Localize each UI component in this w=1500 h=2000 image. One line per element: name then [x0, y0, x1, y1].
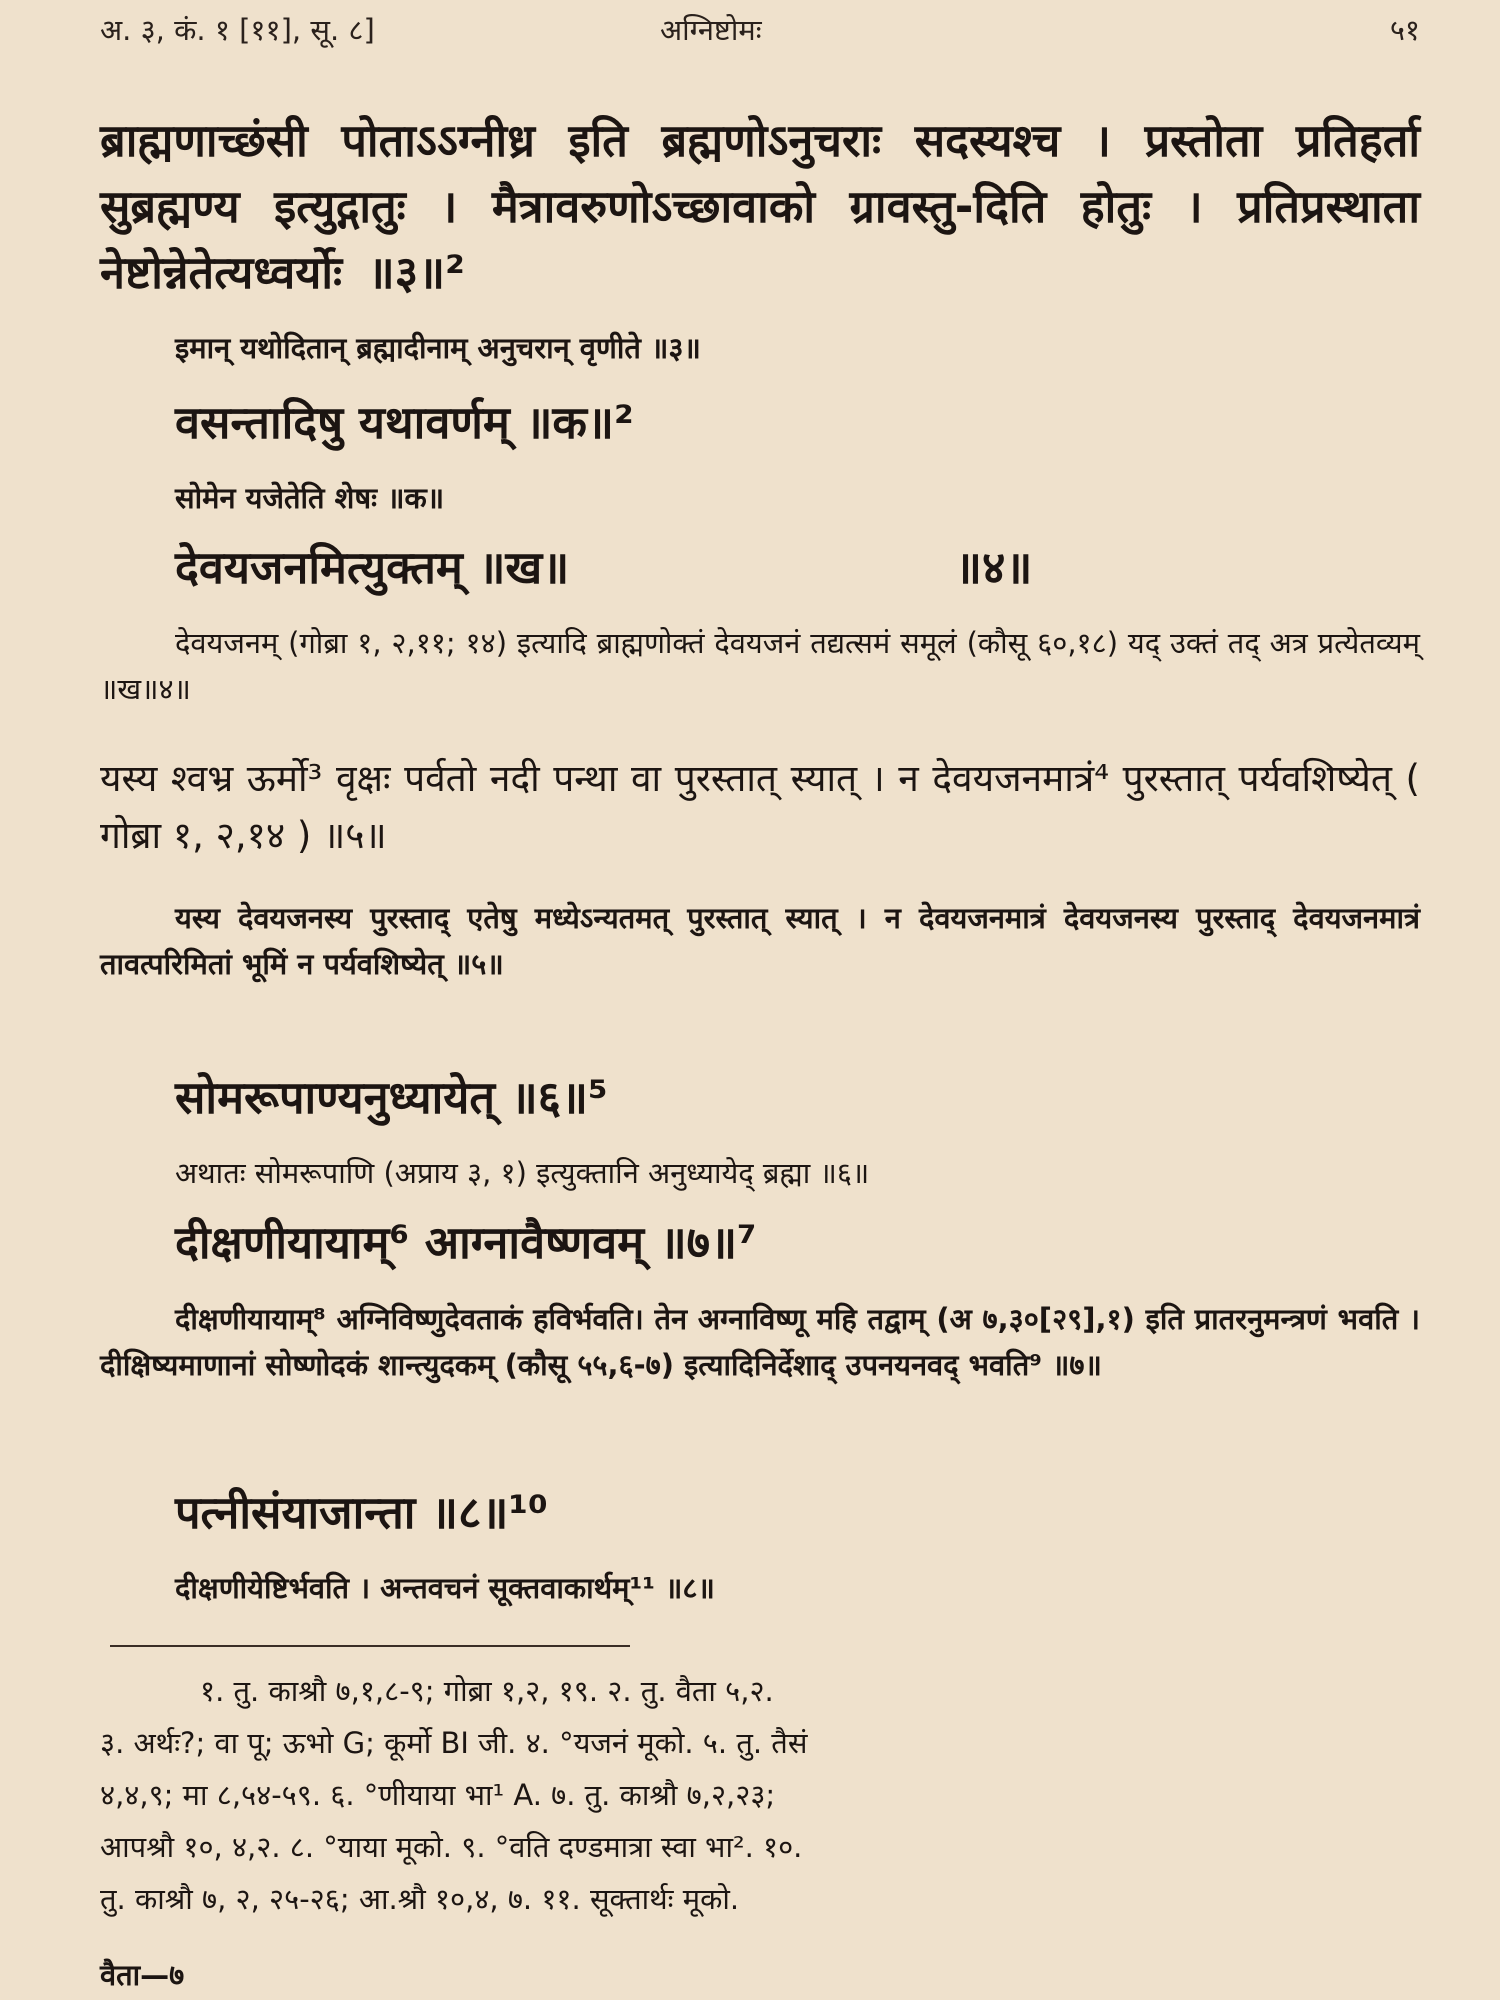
commentary-5: यस्य देवयजनस्य पुरस्ताद् एतेषु मध्येऽन्यतमत् पुरस्तात् स्यात् । न देवयजनमात्रं देवयजनस्य पुरस्ताद् देवयजनमात्रं तावत्परिमितां भूमिं न पर्यवशिष्येत् ॥५॥ — [100, 901, 1420, 981]
sutra-kha-text: देवयजनमित्युक्तम् ॥ख॥ — [175, 541, 570, 594]
footnote-line: तु. काश्रौ ७, २, २५-२६; आ.श्रौ १०,४, ७. ११. सूक्तार्थः मूको. — [100, 1882, 740, 1916]
footnote-line: ३. अर्थः?; वा पू; ऊभो G; कूर्मो BI जी. ४. °यजनं मूको. ५. तु. तैसं — [100, 1726, 808, 1760]
commentary-6: अथातः सोमरूपाणि (अप्राय ३, १) इत्युक्तानि अनुध्यायेद् ब्रह्मा ॥६॥ — [175, 1156, 870, 1190]
sutra-7: दीक्षणीयायाम्⁶ आग्नावैष्णवम् ॥७॥⁷ — [175, 1216, 757, 1269]
footnote-line: १. तु. काश्रौ ७,१,८-९; गोब्रा १,२, १९. २. तु. वैता ५,२. — [200, 1674, 774, 1708]
sutra-8: पत्नीसंयाजान्ता ॥८॥¹⁰ — [175, 1486, 548, 1539]
commentary-3: इमान् यथोदितान् ब्रह्मादीनाम् अनुचरान् वृणीते ॥३॥ — [175, 331, 701, 365]
footnotes — [100, 1665, 1420, 1925]
sutra-ka: वसन्तादिषु यथावर्णम् ॥क॥² — [175, 396, 634, 449]
sutra-6: सोमरूपाण्यनुध्यायेत् ॥६॥⁵ — [175, 1071, 608, 1124]
sutra-3: ब्राह्मणाच्छंसी पोताऽऽग्नीध्र इति ब्रह्मणोऽनुचराः सदस्यश्च । प्रस्तोता प्रतिहर्ता सुब्रह्मण्य इत्युद्गातुः । मैत्रावरुणोऽच्छावाको ग्रावस्तु-दिति होतुः । प्रतिप्रस्थाता नेष्टोन्नेतेत्यध्वर्योः ॥३॥² — [100, 114, 1420, 299]
commentary-8: दीक्षणीयेष्टिर्भवति । अन्तवचनं सूक्तवाकार्थम्¹¹ ॥८॥ — [175, 1571, 715, 1605]
page-number: ५१ — [1389, 13, 1420, 47]
signature-mark: वैता—७ — [100, 1958, 185, 1992]
footnote-line: आपश्रौ १०, ४,२. ८. °याया मूको. ९. °वति दण्डमात्रा स्वा भा². १०. — [100, 1830, 803, 1864]
commentary-ka: सोमेन यजेतेति शेषः ॥क॥ — [175, 481, 445, 515]
commentary-4: देवयजनम् (गोब्रा १, २,११; १४) इत्यादि ब्राह्मणोक्तं देवयजनं तद्यत्समं समूलं (कौसू ६०,१८) यद् उक्तं तद् अत्र प्रत्येतव्यम् ॥ख॥४॥ — [100, 626, 1420, 706]
running-title: अग्निष्टोमः — [660, 13, 762, 47]
sutra-4-number: ॥४॥ — [955, 541, 1033, 594]
running-header — [100, 10, 1420, 60]
commentary-7: दीक्षणीयायाम्⁸ अग्निविष्णुदेवताकं हविर्भवति। तेन अग्नाविष्णू महि तद्वाम् (अ ७,३०[२९],१) इति प्रातरनुमन्त्रणं भवति । दीक्षिष्यमाणानां सोष्णोदकं शान्त्युदकम् (कौसू ५५,६-७) इत्यादिनिर्देशाद् उपनयनवद् भवति⁹ ॥७॥ — [100, 1302, 1420, 1382]
footnote-line: ४,४,९; मा ८,५४-५९. ६. °णीयाया भा¹ A. ७. तु. काश्रौ ७,२,२३; — [100, 1778, 776, 1812]
footnote-divider — [110, 1645, 630, 1647]
sutra-kha — [175, 535, 1420, 601]
chapter-reference: अ. ३, कं. १ [११], सू. ८] — [100, 13, 375, 47]
sutra-5: यस्य श्वभ्र ऊर्मो³ वृक्षः पर्वतो नदी पन्था वा पुरस्तात् स्यात् । न देवयजनमात्रं⁴ पुरस्तात् पर्यवशिष्येत् ( गोब्रा १, २,१४ ) ॥५॥ — [100, 757, 1420, 857]
